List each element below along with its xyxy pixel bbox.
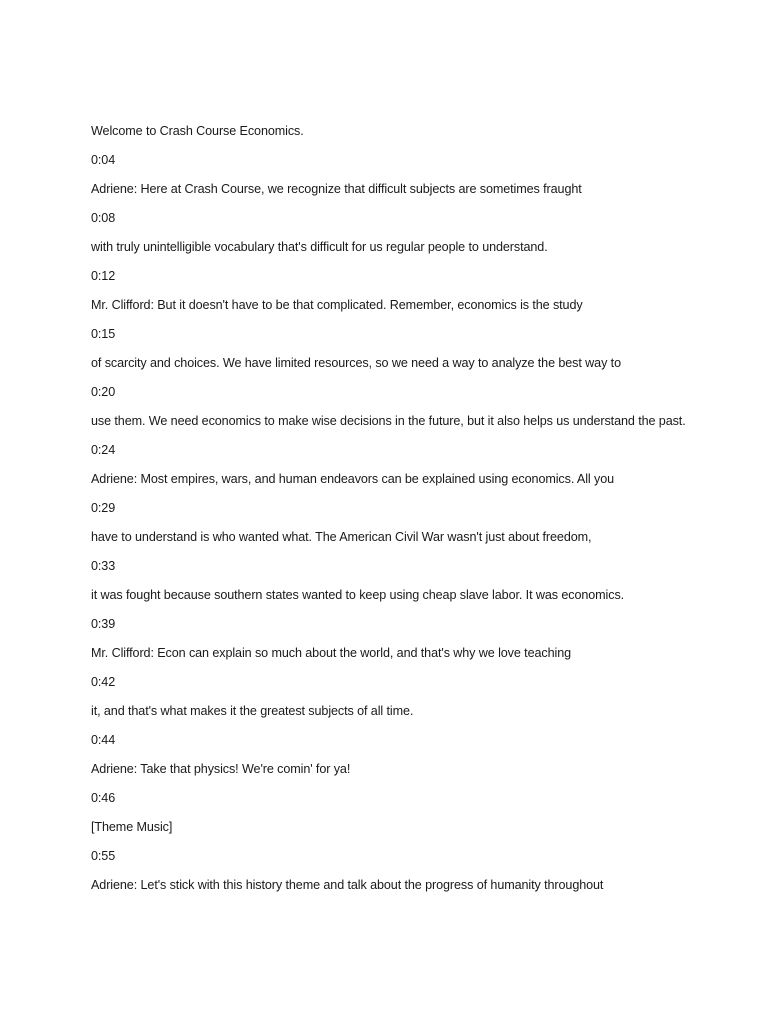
transcript-line: Mr. Clifford: But it doesn't have to be that complicated. Remember, economics is the study <box>91 298 583 312</box>
transcript-line: it, and that's what makes it the greatest subjects of all time. <box>91 704 414 718</box>
timestamp: 0:04 <box>91 153 116 167</box>
transcript-line: Adriene: Most empires, wars, and human endeavors can be explained using economics. All you <box>91 472 615 486</box>
timestamp: 0:46 <box>91 791 116 805</box>
transcript-body <box>91 122 691 895</box>
timestamp: 0:44 <box>91 733 116 747</box>
transcript-line: Adriene: Take that physics! We're comin' for ya! <box>91 762 351 776</box>
transcript-line: Adriene: Let's stick with this history theme and talk about the progress of humanity throughout <box>91 878 604 892</box>
transcript-line: Mr. Clifford: Econ can explain so much about the world, and that's why we love teaching <box>91 646 571 660</box>
timestamp: 0:08 <box>91 211 116 225</box>
transcript-line: Adriene: Here at Crash Course, we recognize that difficult subjects are sometimes fraught <box>91 182 582 196</box>
transcript-line: Welcome to Crash Course Economics. <box>91 124 304 138</box>
transcript-line: it was fought because southern states wanted to keep using cheap slave labor. It was economics. <box>91 588 625 602</box>
transcript-line: have to understand is who wanted what. The American Civil War wasn't just about freedom, <box>91 530 592 544</box>
timestamp: 0:42 <box>91 675 116 689</box>
timestamp: 0:24 <box>91 443 116 457</box>
transcript-line: [Theme Music] <box>91 820 173 834</box>
timestamp: 0:12 <box>91 269 116 283</box>
timestamp: 0:39 <box>91 617 116 631</box>
timestamp: 0:33 <box>91 559 116 573</box>
timestamp: 0:20 <box>91 385 116 399</box>
transcript-line: use them. We need economics to make wise decisions in the future, but it also helps us understand the past. <box>91 414 686 428</box>
timestamp: 0:15 <box>91 327 116 341</box>
timestamp: 0:29 <box>91 501 116 515</box>
transcript-line: with truly unintelligible vocabulary that's difficult for us regular people to understand. <box>91 240 548 254</box>
transcript-line: of scarcity and choices. We have limited resources, so we need a way to analyze the best way to <box>91 356 621 370</box>
timestamp: 0:55 <box>91 849 116 863</box>
